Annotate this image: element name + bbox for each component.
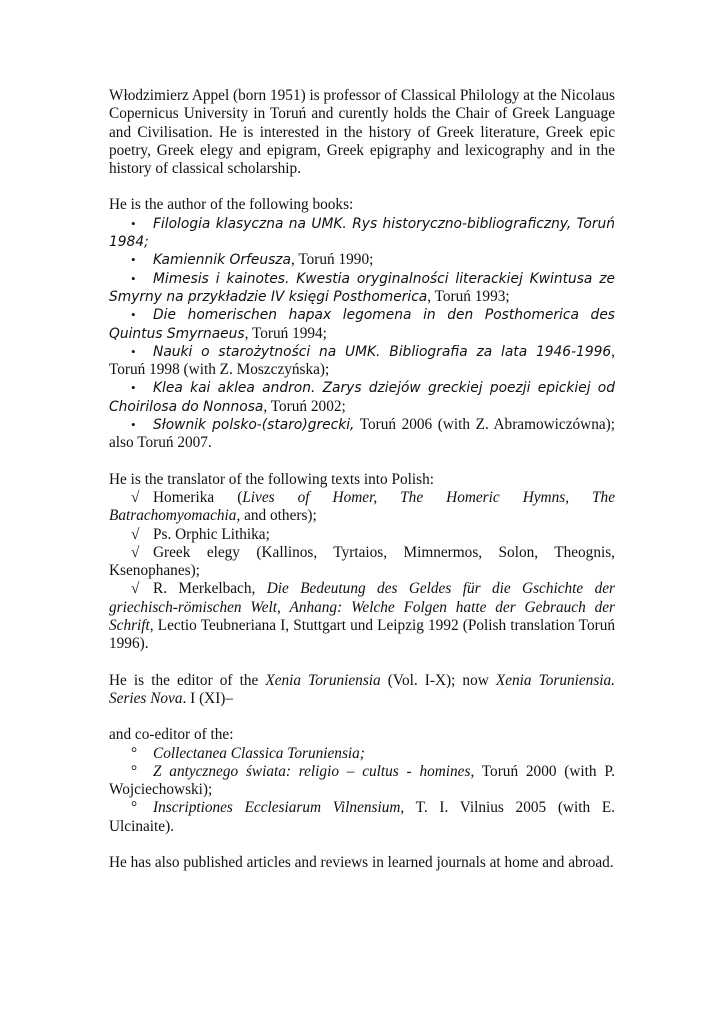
bullet-icon: • [131,417,136,433]
book-details: , Toruń 1998 (with Z. Moszczyńska); [109,342,615,379]
bullet-icon: • [131,252,136,268]
check-mark-icon: √ [131,543,140,561]
degree-bullet-icon: ° [131,744,138,762]
bullet-icon: • [131,270,136,286]
book-details: , Toruń 1990; [290,251,374,269]
translation-prefix: Homerika ( [153,488,243,506]
book-item [109,379,615,416]
translation-item [109,489,615,526]
book-title: Filologia klasyczna na UMK. Rys historyczno-bibliograficzny, Toruń 1984; [109,215,615,251]
book-title: Słownik polsko-(staro)grecki, [153,417,355,434]
bullet-icon: • [131,343,136,359]
editor-middle: (Vol. I-X); now [380,671,496,689]
translation-item [109,544,615,581]
book-title: Nauki o starożytności na UMK. Bibliografia za lata 1946-1996 [153,343,612,360]
coedited-title: Z antycznego świata: religio – cultus - homines [153,762,471,780]
bullet-icon: • [131,380,136,396]
translations-intro: He is the translator of the following texts into Polish: [109,470,435,488]
editor-suffix: . I (XI)– [182,689,234,707]
translation-item [109,580,615,653]
book-title: Mimesis i kainotes. Kwestia oryginalności literackiej Kwintusa ze Smyrny na przykładzie IV księgi Posthomerica [109,270,615,305]
coeditor-list [109,745,615,836]
book-details: Toruń 2006 (with Z. Abramowiczówna); also Toruń 2007. [109,416,615,452]
translation-item [109,526,615,544]
books-list [109,215,615,453]
coeditor-intro: and co-editor of the: [109,726,234,744]
degree-bullet-icon: ° [131,799,138,817]
editor-prefix: He is the editor of the [109,671,266,689]
books-intro: He is the author of the following books: [109,196,354,214]
translation-title: Die Bedeutung des Geldes für die Gschichte der griechisch-römischen Welt, Anhang: Welche Folgen hatte der Gebrauch der Schrift [109,580,615,635]
book-details: , Toruń 1994; [244,324,327,342]
book-details: , Toruń 1993; [427,287,510,305]
editor-paragraph [109,672,615,709]
book-item [109,343,615,380]
document-page [109,87,615,872]
coedited-title: Inscriptiones Ecclesiarum Vilnensium [153,799,401,817]
translation-prefix: Greek elegy (Kallinos, Tyrtaios, Mimnermos, Solon, Theognis, Ksenophanes); [109,543,615,580]
coeditor-item [109,745,615,763]
journal-title: Xenia Toruniensia [265,671,381,689]
book-item [109,416,615,453]
coeditor-item [109,763,615,800]
book-title: Kamiennik Orfeusza [153,252,291,269]
translations-list [109,489,615,654]
degree-bullet-icon: ° [131,762,138,780]
bullet-icon: • [131,215,136,231]
translation-title: Lives of Homer, The Homeric Hymns, The Batrachomyomachia, [109,488,615,525]
series-title: Xenia Toruniensia. Series Nova [109,671,615,707]
coedited-details: , Toruń 2000 (with P. Wojciechowski); [109,762,616,799]
translation-suffix: and others); [240,507,317,525]
closing-paragraph: He has also published articles and reviews in learned journals at home and abroad. [109,853,614,871]
bio-paragraph: Włodzimierz Appel (born 1951) is professor of Classical Philology at the Nicolaus Copernicus University in Toruń and curently holds the Chair of Greek Language and Civilisation. He is interested in the history of Greek literature, Greek epic poetry, Greek elegy and epigram, Greek epigraphy and lexicography and in the history of classical scholarship. [109,87,615,178]
translation-prefix: Ps. Orphic Lithika; [153,525,270,543]
check-mark-icon: √ [131,580,140,598]
book-item [109,251,615,269]
book-title: Klea kai aklea andron. Zarys dziejów greckiej poezji epickiej od Choirilosa do Nonnosa [109,380,615,415]
translation-suffix: , Lectio Teubneriana I, Stuttgart und Leipzig 1992 (Polish translation Toruń 1996). [109,617,615,653]
bullet-icon: • [131,307,136,323]
check-mark-icon: √ [131,488,140,506]
coeditor-item [109,799,615,836]
book-item [109,306,615,343]
coedited-details: , T. I. Vilnius 2005 (with E. Ulcinaite). [109,799,615,835]
book-details: , Toruń 2002; [263,397,346,415]
translation-prefix: R. Merkelbach, [153,580,267,598]
book-item [109,215,615,252]
book-item [109,270,615,307]
book-title: Die homerischen hapax legomena in den Posthomerica des Quintus Smyrnaeus [109,307,615,342]
coedited-title: Collectanea Classica Toruniensia; [153,744,365,762]
check-mark-icon: √ [131,525,140,543]
